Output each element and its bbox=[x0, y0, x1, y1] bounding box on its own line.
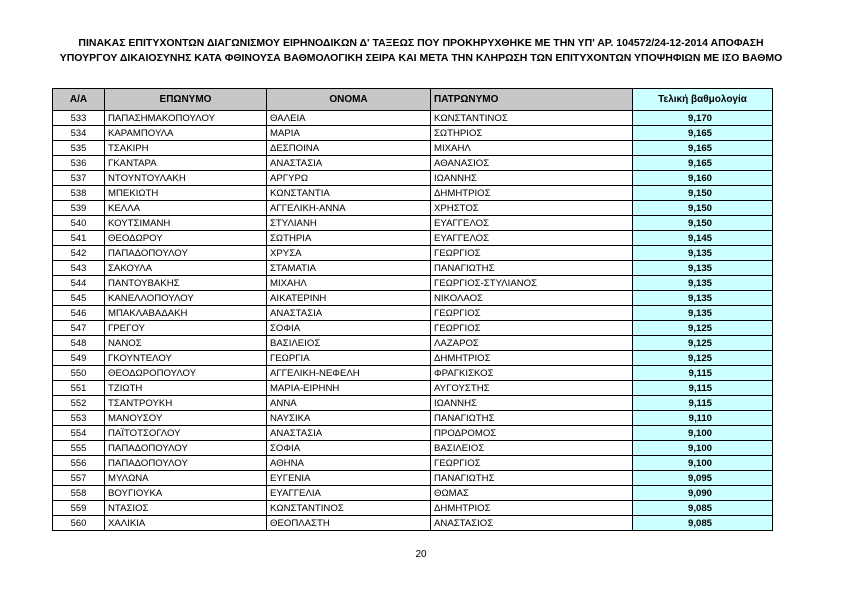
table-row bbox=[53, 351, 773, 366]
surname-cell: ΚΑΡΑΜΠΟΥΛΑ bbox=[105, 126, 267, 141]
final-grade-cell: 9,115 bbox=[633, 366, 773, 381]
first-name-cell: ΚΩΝΣΤΑΝΤΙΑ bbox=[267, 186, 431, 201]
final-grade-cell: 9,150 bbox=[633, 186, 773, 201]
patronymic-cell: ΜΙΧΑΗΛ bbox=[431, 141, 633, 156]
first-name-cell: ΕΥΑΓΓΕΛΙΑ bbox=[267, 486, 431, 501]
final-grade-cell: 9,150 bbox=[633, 201, 773, 216]
final-grade-cell: 9,115 bbox=[633, 381, 773, 396]
table-row bbox=[53, 336, 773, 351]
final-grade-cell: 9,090 bbox=[633, 486, 773, 501]
first-name-cell: ΜΑΡΙΑ bbox=[267, 126, 431, 141]
column-header-aa: Α/Α bbox=[53, 89, 105, 111]
table-row bbox=[53, 246, 773, 261]
first-name-cell: ΒΑΣΙΛΕΙΟΣ bbox=[267, 336, 431, 351]
patronymic-cell: ΙΩΑΝΝΗΣ bbox=[431, 396, 633, 411]
row-number-cell: 545 bbox=[53, 291, 105, 306]
patronymic-cell: ΘΩΜΑΣ bbox=[431, 486, 633, 501]
column-header-name: ΟΝΟΜΑ bbox=[267, 89, 431, 111]
table-row bbox=[53, 186, 773, 201]
first-name-cell: ΑΓΓΕΛΙΚΗ-ΑΝΝΑ bbox=[267, 201, 431, 216]
table-row bbox=[53, 261, 773, 276]
surname-cell: ΓΡΕΓΟΥ bbox=[105, 321, 267, 336]
surname-cell: ΝΤΑΣΙΟΣ bbox=[105, 501, 267, 516]
final-grade-cell: 9,135 bbox=[633, 306, 773, 321]
patronymic-cell: ΑΘΑΝΑΣΙΟΣ bbox=[431, 156, 633, 171]
first-name-cell: ΣΩΤΗΡΙΑ bbox=[267, 231, 431, 246]
surname-cell: ΝΑΝΟΣ bbox=[105, 336, 267, 351]
patronymic-cell: ΦΡΑΓΚΙΣΚΟΣ bbox=[431, 366, 633, 381]
first-name-cell: ΚΩΝΣΤΑΝΤΙΝΟΣ bbox=[267, 501, 431, 516]
table-row bbox=[53, 156, 773, 171]
surname-cell: ΠΑΠΑΔΟΠΟΥΛΟΥ bbox=[105, 441, 267, 456]
patronymic-cell: ΕΥΑΓΓΕΛΟΣ bbox=[431, 231, 633, 246]
first-name-cell: ΧΡΥΣΑ bbox=[267, 246, 431, 261]
final-grade-cell: 9,170 bbox=[633, 111, 773, 126]
surname-cell: ΚΟΥΤΣΙΜΑΝΗ bbox=[105, 216, 267, 231]
surname-cell: ΚΑΝΕΛΛΟΠΟΥΛΟΥ bbox=[105, 291, 267, 306]
final-grade-cell: 9,125 bbox=[633, 351, 773, 366]
final-grade-cell: 9,135 bbox=[633, 246, 773, 261]
first-name-cell: ΣΤΑΜΑΤΙΑ bbox=[267, 261, 431, 276]
row-number-cell: 541 bbox=[53, 231, 105, 246]
surname-cell: ΜΑΝΟΥΣΟΥ bbox=[105, 411, 267, 426]
surname-cell: ΚΕΛΛΑ bbox=[105, 201, 267, 216]
row-number-cell: 550 bbox=[53, 366, 105, 381]
row-number-cell: 544 bbox=[53, 276, 105, 291]
patronymic-cell: ΧΡΗΣΤΟΣ bbox=[431, 201, 633, 216]
table-row bbox=[53, 456, 773, 471]
row-number-cell: 549 bbox=[53, 351, 105, 366]
row-number-cell: 554 bbox=[53, 426, 105, 441]
first-name-cell: ΘΕΟΠΛΑΣΤΗ bbox=[267, 516, 431, 531]
row-number-cell: 557 bbox=[53, 471, 105, 486]
row-number-cell: 559 bbox=[53, 501, 105, 516]
final-grade-cell: 9,125 bbox=[633, 336, 773, 351]
row-number-cell: 546 bbox=[53, 306, 105, 321]
surname-cell: ΜΠΕΚΙΩΤΗ bbox=[105, 186, 267, 201]
document-title-line-2: ΥΠΟΥΡΓΟΥ ΔΙΚΑΙΟΣΥΝΗΣ ΚΑΤΑ ΦΘΙΝΟΥΣΑ ΒΑΘΜΟΛΟΓΙΚΗ ΣΕΙΡΑ ΚΑΙ ΜΕΤΑ ΤΗΝ ΚΛΗΡΩΣΗ ΤΩΝ ΕΠΙΤΥΧΟΝΤΩΝ ΥΠΟΨΗΦΙΩΝ ΜΕ ΙΣΟ ΒΑΘΜΟ bbox=[59, 52, 783, 64]
surname-cell: ΒΟΥΓΙΟΥΚΑ bbox=[105, 486, 267, 501]
row-number-cell: 534 bbox=[53, 126, 105, 141]
column-header-surname: ΕΠΩΝΥΜΟ bbox=[105, 89, 267, 111]
surname-cell: ΘΕΟΔΩΡΟΠΟΥΛΟΥ bbox=[105, 366, 267, 381]
final-grade-cell: 9,110 bbox=[633, 411, 773, 426]
row-number-cell: 538 bbox=[53, 186, 105, 201]
final-grade-cell: 9,085 bbox=[633, 501, 773, 516]
row-number-cell: 537 bbox=[53, 171, 105, 186]
row-number-cell: 542 bbox=[53, 246, 105, 261]
first-name-cell: ΑΘΗΝΑ bbox=[267, 456, 431, 471]
first-name-cell: ΑΝΑΣΤΑΣΙΑ bbox=[267, 306, 431, 321]
patronymic-cell: ΒΑΣΙΛΕΙΟΣ bbox=[431, 441, 633, 456]
patronymic-cell: ΔΗΜΗΤΡΙΟΣ bbox=[431, 351, 633, 366]
first-name-cell: ΓΕΩΡΓΙΑ bbox=[267, 351, 431, 366]
first-name-cell: ΝΑΥΣΙΚΑ bbox=[267, 411, 431, 426]
first-name-cell: ΔΕΣΠΟΙΝΑ bbox=[267, 141, 431, 156]
table-row bbox=[53, 501, 773, 516]
column-header-final-grade: Τελική βαθμολογία bbox=[633, 89, 773, 111]
final-grade-cell: 9,135 bbox=[633, 291, 773, 306]
row-number-cell: 555 bbox=[53, 441, 105, 456]
patronymic-cell: ΚΩΝΣΤΑΝΤΙΝΟΣ bbox=[431, 111, 633, 126]
row-number-cell: 535 bbox=[53, 141, 105, 156]
first-name-cell: ΑΓΓΕΛΙΚΗ-ΝΕΦΕΛΗ bbox=[267, 366, 431, 381]
row-number-cell: 556 bbox=[53, 456, 105, 471]
page-number: 20 bbox=[415, 549, 427, 560]
patronymic-cell: ΑΝΑΣΤΑΣΙΟΣ bbox=[431, 516, 633, 531]
patronymic-cell: ΝΙΚΟΛΑΟΣ bbox=[431, 291, 633, 306]
surname-cell: ΜΥΛΩΝΑ bbox=[105, 471, 267, 486]
final-grade-cell: 9,085 bbox=[633, 516, 773, 531]
surname-cell: ΝΤΟΥΝΤΟΥΛΑΚΗ bbox=[105, 171, 267, 186]
patronymic-cell: ΓΕΩΡΓΙΟΣ bbox=[431, 246, 633, 261]
table-row bbox=[53, 231, 773, 246]
patronymic-cell: ΕΥΑΓΓΕΛΟΣ bbox=[431, 216, 633, 231]
final-grade-cell: 9,100 bbox=[633, 456, 773, 471]
row-number-cell: 539 bbox=[53, 201, 105, 216]
row-number-cell: 536 bbox=[53, 156, 105, 171]
table-row bbox=[53, 441, 773, 456]
table-header-row bbox=[53, 89, 773, 111]
table-row bbox=[53, 111, 773, 126]
final-grade-cell: 9,165 bbox=[633, 126, 773, 141]
first-name-cell: ΕΥΓΕΝΙΑ bbox=[267, 471, 431, 486]
row-number-cell: 552 bbox=[53, 396, 105, 411]
table-row bbox=[53, 126, 773, 141]
patronymic-cell: ΠΡΟΔΡΟΜΟΣ bbox=[431, 426, 633, 441]
table-row bbox=[53, 201, 773, 216]
final-grade-cell: 9,115 bbox=[633, 396, 773, 411]
patronymic-cell: ΑΥΓΟΥΣΤΗΣ bbox=[431, 381, 633, 396]
surname-cell: ΠΑΝΤΟΥΒΑΚΗΣ bbox=[105, 276, 267, 291]
table-row bbox=[53, 471, 773, 486]
table-row bbox=[53, 516, 773, 531]
table-row bbox=[53, 291, 773, 306]
surname-cell: ΠΑΠΑΔΟΠΟΥΛΟΥ bbox=[105, 246, 267, 261]
final-grade-cell: 9,100 bbox=[633, 441, 773, 456]
row-number-cell: 553 bbox=[53, 411, 105, 426]
final-grade-cell: 9,135 bbox=[633, 276, 773, 291]
table-row bbox=[53, 381, 773, 396]
row-number-cell: 543 bbox=[53, 261, 105, 276]
surname-cell: ΤΖΙΩΤΗ bbox=[105, 381, 267, 396]
patronymic-cell: ΓΕΩΡΓΙΟΣ-ΣΤΥΛΙΑΝΟΣ bbox=[431, 276, 633, 291]
first-name-cell: ΑΝΑΣΤΑΣΙΑ bbox=[267, 156, 431, 171]
final-grade-cell: 9,165 bbox=[633, 141, 773, 156]
patronymic-cell: ΔΗΜΗΤΡΙΟΣ bbox=[431, 501, 633, 516]
final-grade-cell: 9,160 bbox=[633, 171, 773, 186]
first-name-cell: ΑΝΝΑ bbox=[267, 396, 431, 411]
patronymic-cell: ΙΩΑΝΝΗΣ bbox=[431, 171, 633, 186]
patronymic-cell: ΣΩΤΗΡΙΟΣ bbox=[431, 126, 633, 141]
first-name-cell: ΑΡΓΥΡΩ bbox=[267, 171, 431, 186]
table-row bbox=[53, 141, 773, 156]
row-number-cell: 540 bbox=[53, 216, 105, 231]
table-row bbox=[53, 171, 773, 186]
patronymic-cell: ΓΕΩΡΓΙΟΣ bbox=[431, 306, 633, 321]
patronymic-cell: ΠΑΝΑΓΙΩΤΗΣ bbox=[431, 411, 633, 426]
final-grade-cell: 9,165 bbox=[633, 156, 773, 171]
first-name-cell: ΣΟΦΙΑ bbox=[267, 321, 431, 336]
surname-cell: ΠΑΠΑΣΗΜΑΚΟΠΟΥΛΟΥ bbox=[105, 111, 267, 126]
row-number-cell: 548 bbox=[53, 336, 105, 351]
final-grade-cell: 9,150 bbox=[633, 216, 773, 231]
table-row bbox=[53, 306, 773, 321]
table-row bbox=[53, 486, 773, 501]
patronymic-cell: ΓΕΩΡΓΙΟΣ bbox=[431, 321, 633, 336]
surname-cell: ΣΑΚΟΥΛΑ bbox=[105, 261, 267, 276]
table-row bbox=[53, 276, 773, 291]
row-number-cell: 551 bbox=[53, 381, 105, 396]
first-name-cell: ΜΑΡΙΑ-ΕΙΡΗΝΗ bbox=[267, 381, 431, 396]
row-number-cell: 558 bbox=[53, 486, 105, 501]
first-name-cell: ΑΝΑΣΤΑΣΙΑ bbox=[267, 426, 431, 441]
first-name-cell: ΑΙΚΑΤΕΡΙΝΗ bbox=[267, 291, 431, 306]
surname-cell: ΠΑΠΑΔΟΠΟΥΛΟΥ bbox=[105, 456, 267, 471]
table-row bbox=[53, 216, 773, 231]
surname-cell: ΤΣΑΚΙΡΗ bbox=[105, 141, 267, 156]
results-table bbox=[52, 88, 773, 531]
final-grade-cell: 9,145 bbox=[633, 231, 773, 246]
row-number-cell: 547 bbox=[53, 321, 105, 336]
patronymic-cell: ΔΗΜΗΤΡΙΟΣ bbox=[431, 186, 633, 201]
table-row bbox=[53, 411, 773, 426]
first-name-cell: ΣΟΦΙΑ bbox=[267, 441, 431, 456]
surname-cell: ΘΕΟΔΩΡΟΥ bbox=[105, 231, 267, 246]
patronymic-cell: ΠΑΝΑΓΙΩΤΗΣ bbox=[431, 261, 633, 276]
surname-cell: ΜΠΑΚΛΑΒΑΔΑΚΗ bbox=[105, 306, 267, 321]
table-row bbox=[53, 426, 773, 441]
row-number-cell: 560 bbox=[53, 516, 105, 531]
first-name-cell: ΘΑΛΕΙΑ bbox=[267, 111, 431, 126]
patronymic-cell: ΠΑΝΑΓΙΩΤΗΣ bbox=[431, 471, 633, 486]
final-grade-cell: 9,100 bbox=[633, 426, 773, 441]
table-row bbox=[53, 366, 773, 381]
patronymic-cell: ΛΑΖΑΡΟΣ bbox=[431, 336, 633, 351]
surname-cell: ΤΣΑΝΤΡΟΥΚΗ bbox=[105, 396, 267, 411]
patronymic-cell: ΓΕΩΡΓΙΟΣ bbox=[431, 456, 633, 471]
final-grade-cell: 9,095 bbox=[633, 471, 773, 486]
surname-cell: ΧΑΛΙΚΙΑ bbox=[105, 516, 267, 531]
document-title-line-1: ΠΙΝΑΚΑΣ ΕΠΙΤΥΧΟΝΤΩΝ ΔΙΑΓΩΝΙΣΜΟΥ ΕΙΡΗΝΟΔΙΚΩΝ Δ' ΤΑΞΕΩΣ ΠΟΥ ΠΡΟΚΗΡΥΧΘΗΚΕ ΜΕ ΤΗΝ ΥΠ' ΑΡ. 104572/24-12-2014 ΑΠΟΦΑΣΗ bbox=[78, 37, 764, 49]
row-number-cell: 533 bbox=[53, 111, 105, 126]
surname-cell: ΠΑΪΤΟΤΣΟΓΛΟΥ bbox=[105, 426, 267, 441]
final-grade-cell: 9,125 bbox=[633, 321, 773, 336]
final-grade-cell: 9,135 bbox=[633, 261, 773, 276]
surname-cell: ΓΚΟΥΝΤΕΛΟΥ bbox=[105, 351, 267, 366]
first-name-cell: ΣΤΥΛΙΑΝΗ bbox=[267, 216, 431, 231]
column-header-patronymic: ΠΑΤΡΩΝΥΜΟ bbox=[431, 89, 633, 111]
surname-cell: ΓΚΑΝΤΑΡΑ bbox=[105, 156, 267, 171]
table-row bbox=[53, 396, 773, 411]
table-row bbox=[53, 321, 773, 336]
first-name-cell: ΜΙΧΑΗΛ bbox=[267, 276, 431, 291]
